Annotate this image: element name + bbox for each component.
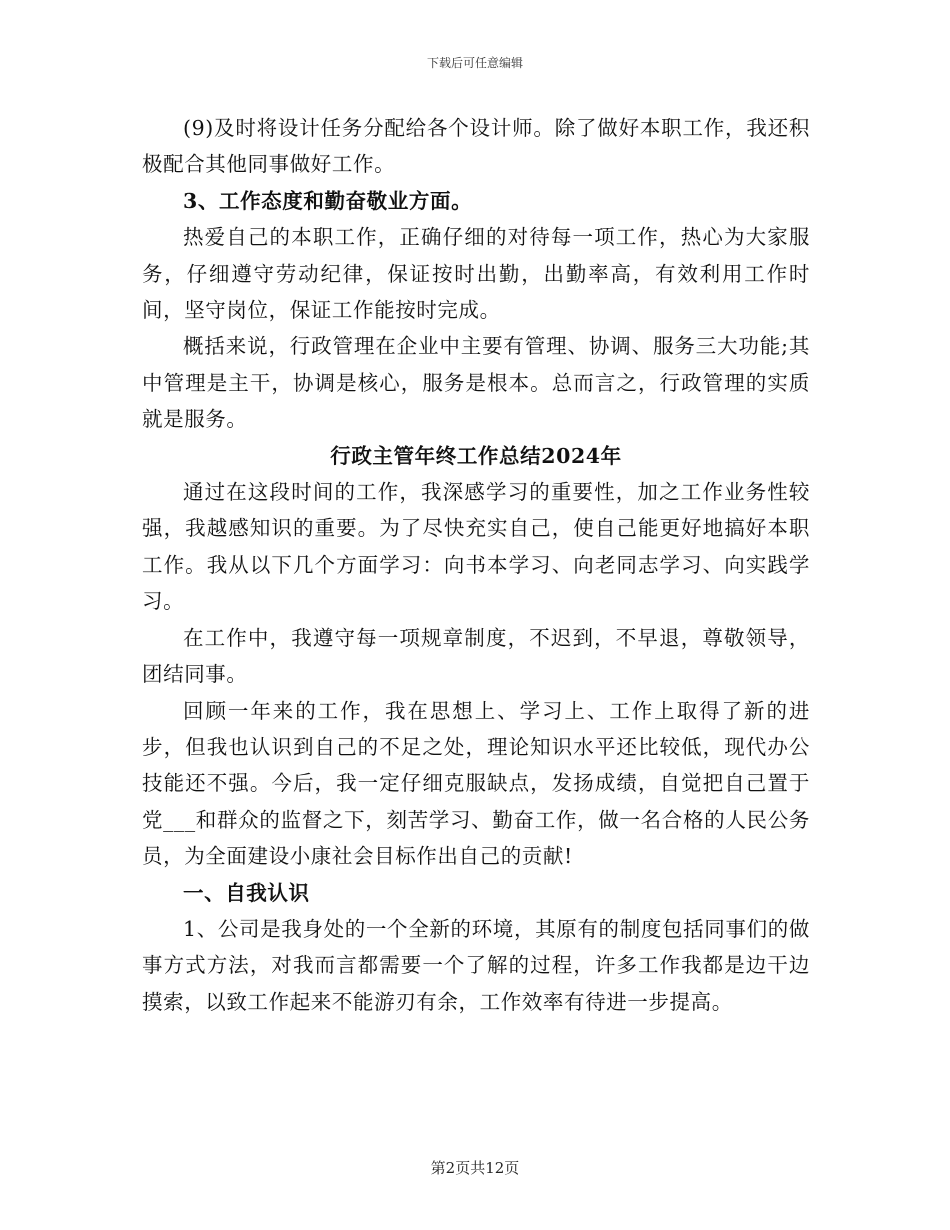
section-heading-work-attitude: 3、工作态度和勤奋敬业方面。 xyxy=(183,188,473,213)
paragraph-discipline: 在工作中，我遵守每一项规章制度，不迟到，不早退，尊敬领导，团结同事。 xyxy=(142,625,810,687)
paragraph-admin-summary: 概括来说，行政管理在企业中主要有管理、协调、服务三大功能;其中管理是主干，协调是核心，服务是根本。总而言之，行政管理的实质就是服务。 xyxy=(142,334,810,432)
page-header-note: 下载后可任意编辑 xyxy=(426,56,523,70)
paragraph-new-environment: 1、公司是我身处的一个全新的环境，其原有的制度包括同事们的做事方式方法，对我而言都需要一个了解的过程，许多工作我都是边干边摸索，以致工作起来不能游刃有余，工作效率有待进一步提高。 xyxy=(142,916,810,1014)
paragraph-work-dedication: 热爱自己的本职工作，正确仔细的对待每一项工作，热心为大家服务，仔细遵守劳动纪律，保证按时出勤，出勤率高，有效利用工作时间，坚守岗位，保证工作能按时完成。 xyxy=(142,225,810,323)
paragraph-learning: 通过在这段时间的工作，我深感学习的重要性，加之工作业务性较强，我越感知识的重要。为了尽快充实自己，使自己能更好地搞好本职工作。我从以下几个方面学习：向书本学习、向老同志学习、向实践学习。 xyxy=(142,480,810,614)
paragraph-task-assignment: (9)及时将设计任务分配给各个设计师。除了做好本职工作，我还积极配合其他同事做好工作。 xyxy=(142,116,810,177)
section-heading-self-awareness: 一、自我认识 xyxy=(183,880,310,905)
paragraph-review: 回顾一年来的工作，我在思想上、学习上、工作上取得了新的进步，但我也认识到自己的不足之处，理论知识水平还比较低，现代办公技能还不强。今后，我一定仔细克服缺点，发扬成绩，自觉把自己置于党___和群众的监督之下，刻苦学习、勤奋工作，做一名合格的人民公务员，为全面建设小康社会目标作出自己的贡献! xyxy=(142,698,810,869)
document-title: 行政主管年终工作总结2024年 xyxy=(330,443,622,468)
page-number-footer: 第2页共12页 xyxy=(430,1159,520,1177)
document-body xyxy=(142,110,810,1020)
